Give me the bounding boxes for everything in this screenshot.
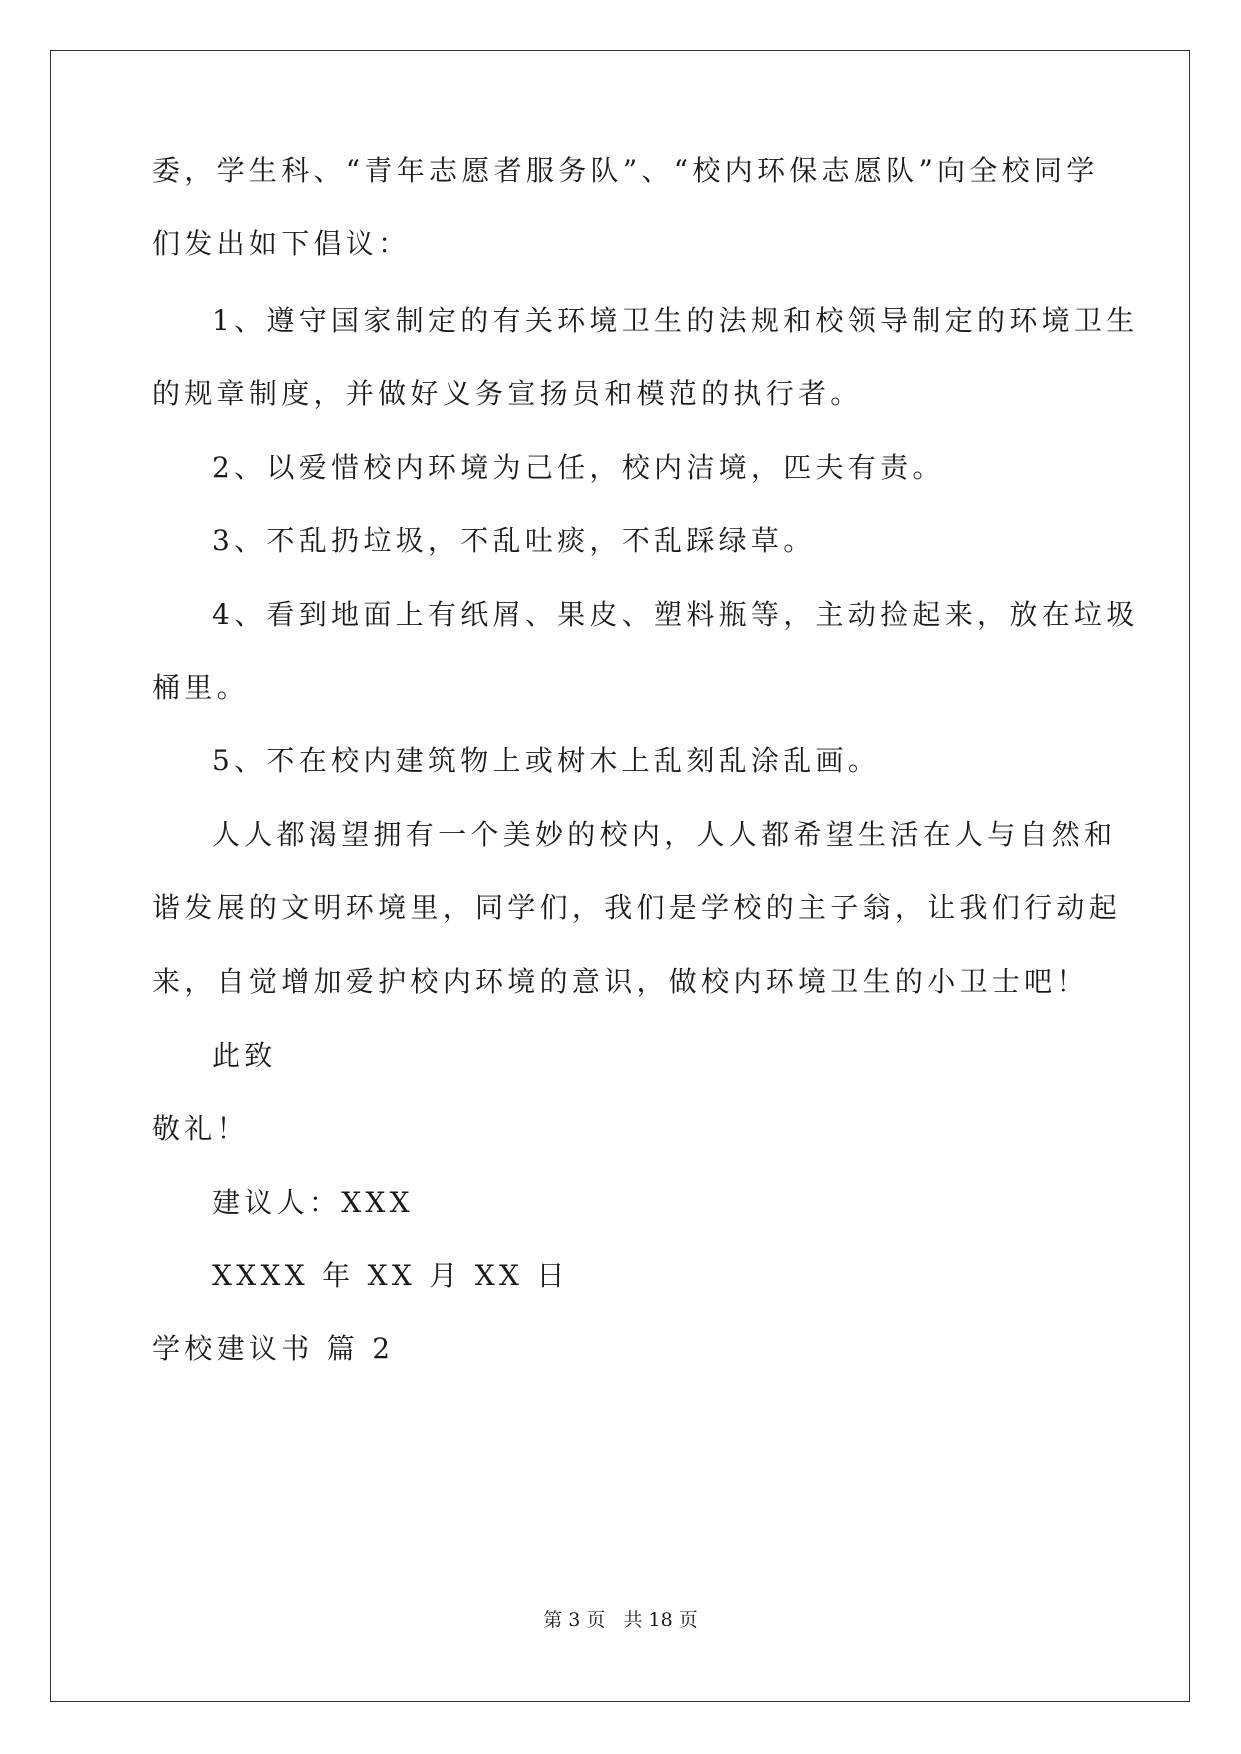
item-2: 2、以爱惜校内环境为己任，校内洁境，匹夫有责。 bbox=[212, 451, 945, 484]
date: XXXX 年 XX 月 XX 日 bbox=[212, 1259, 569, 1292]
salutation-cizhi: 此致 bbox=[212, 1039, 277, 1072]
item-1-line-2: 的规章制度，并做好义务宣扬员和模范的执行者。 bbox=[152, 377, 863, 410]
item-3: 3、不乱扔垃圾，不乱吐痰，不乱踩绿草。 bbox=[212, 524, 816, 557]
closing-paragraph-line-3: 来，自觉增加爱护校内环境的意识，做校内环境卫生的小卫士吧！ bbox=[152, 965, 1089, 998]
item-5: 5、不在校内建筑物上或树木上乱刻乱涂乱画。 bbox=[212, 744, 881, 777]
paragraph-intro-line-2: 们发出如下倡议： bbox=[152, 227, 411, 260]
closing-paragraph-line-1: 人人都渴望拥有一个美妙的校内，人人都希望生活在人与自然和 bbox=[212, 818, 1117, 851]
item-1-line-1: 1、遵守国家制定的有关环境卫生的法规和校领导制定的环境卫生 bbox=[212, 304, 1139, 337]
page-border bbox=[50, 50, 1190, 1702]
closing-paragraph-line-2: 谐发展的文明环境里，同学们，我们是学校的主子翁，让我们行动起 bbox=[152, 891, 1122, 924]
page-footer: 第 3 页 共 18 页 bbox=[543, 1609, 698, 1631]
section-heading: 学校建议书 篇 2 bbox=[152, 1332, 395, 1365]
item-4-line-1: 4、看到地面上有纸屑、果皮、塑料瓶等，主动捡起来，放在垃圾 bbox=[212, 598, 1139, 631]
proposer: 建议人：XXX bbox=[212, 1186, 414, 1219]
salutation-jingli: 敬礼！ bbox=[152, 1112, 249, 1145]
paragraph-intro-line-1: 委，学生科、“青年志愿者服务队”、“校内环保志愿队”向全校同学 bbox=[152, 154, 1099, 187]
item-4-line-2: 桶里。 bbox=[152, 671, 249, 704]
